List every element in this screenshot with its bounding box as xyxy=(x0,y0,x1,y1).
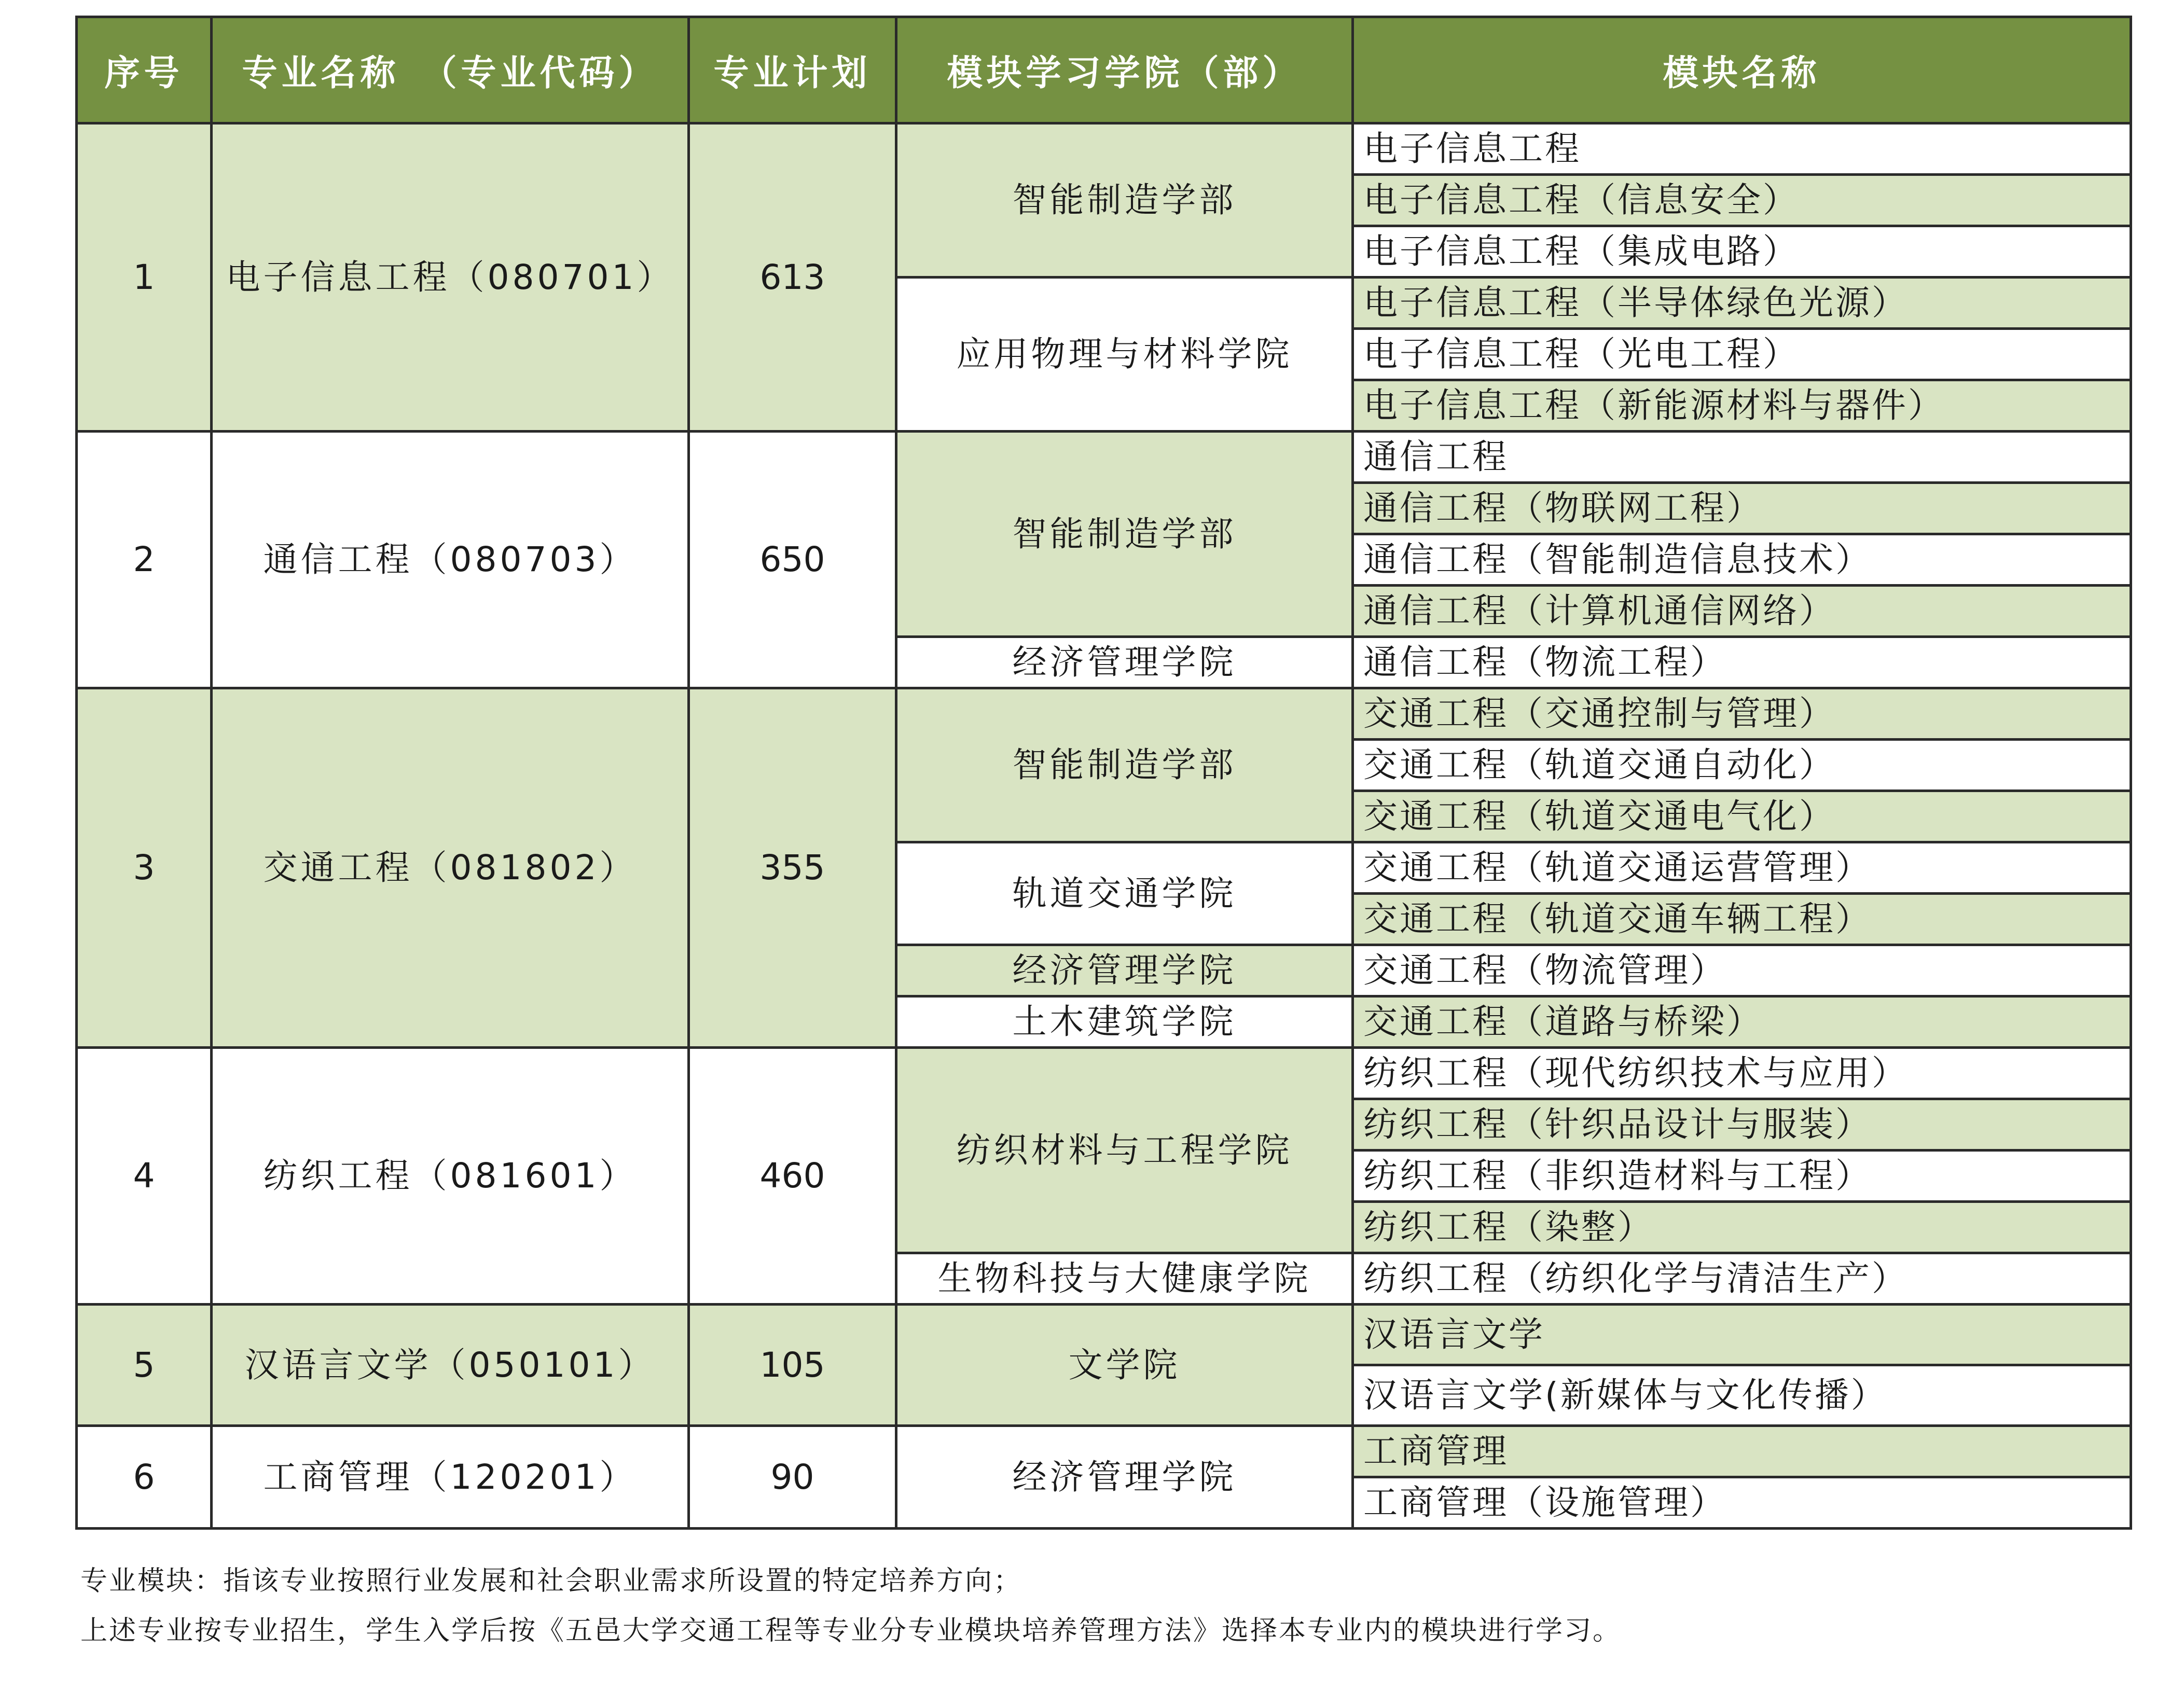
module-name: 汉语言文学(新媒体与文化传播） xyxy=(1353,1365,2131,1426)
header-college: 模块学习学院（部） xyxy=(896,17,1353,123)
major-name: 电子信息工程（080701） xyxy=(212,123,689,432)
module-name: 交通工程（轨道交通电气化） xyxy=(1353,791,2131,842)
major-module-table-container xyxy=(75,16,2130,1530)
table-row xyxy=(77,432,2131,483)
module-college: 文学院 xyxy=(896,1305,1353,1426)
module-name: 工商管理 xyxy=(1353,1426,2131,1477)
table-header-row xyxy=(77,17,2131,123)
table-row xyxy=(77,123,2131,175)
module-college: 经济管理学院 xyxy=(896,1426,1353,1529)
module-name: 纺织工程（染整） xyxy=(1353,1202,2131,1253)
major-plan: 650 xyxy=(689,432,896,688)
module-college: 纺织材料与工程学院 xyxy=(896,1048,1353,1253)
major-name: 汉语言文学（050101） xyxy=(212,1305,689,1426)
major-no: 3 xyxy=(77,688,212,1048)
module-college: 智能制造学部 xyxy=(896,432,1353,637)
header-plan: 专业计划 xyxy=(689,17,896,123)
module-college: 土木建筑学院 xyxy=(896,996,1353,1048)
major-plan: 613 xyxy=(689,123,896,432)
header-module-name: 模块名称 xyxy=(1353,17,2131,123)
module-college: 经济管理学院 xyxy=(896,945,1353,996)
module-name: 电子信息工程（半导体绿色光源） xyxy=(1353,278,2131,329)
major-name: 纺织工程（081601） xyxy=(212,1048,689,1305)
major-plan: 90 xyxy=(689,1426,896,1529)
major-no: 1 xyxy=(77,123,212,432)
major-module-table xyxy=(75,16,2132,1530)
major-name: 通信工程（080703） xyxy=(212,432,689,688)
module-name: 电子信息工程（信息安全） xyxy=(1353,175,2131,226)
module-name: 通信工程（智能制造信息技术） xyxy=(1353,534,2131,586)
module-name: 交通工程（道路与桥梁） xyxy=(1353,996,2131,1048)
module-name: 交通工程（轨道交通自动化） xyxy=(1353,740,2131,791)
major-no: 4 xyxy=(77,1048,212,1305)
module-college: 智能制造学部 xyxy=(896,123,1353,278)
table-row xyxy=(77,1426,2131,1477)
major-name: 工商管理（120201） xyxy=(212,1426,689,1529)
module-name: 电子信息工程（新能源材料与器件） xyxy=(1353,380,2131,432)
module-college: 智能制造学部 xyxy=(896,688,1353,842)
header-major-name: 专业名称 （专业代码） xyxy=(212,17,689,123)
footnote-enrollment-rule: 上述专业按专业招生，学生入学后按《五邑大学交通工程等专业分专业模块培养管理方法》选择本专业内的模块进行学习。 xyxy=(80,1615,1622,1646)
table-row xyxy=(77,1048,2131,1099)
major-plan: 460 xyxy=(689,1048,896,1305)
module-name: 工商管理（设施管理） xyxy=(1353,1477,2131,1529)
module-name: 通信工程（物联网工程） xyxy=(1353,483,2131,534)
module-name: 电子信息工程（集成电路） xyxy=(1353,226,2131,278)
module-college: 经济管理学院 xyxy=(896,637,1353,688)
module-name: 纺织工程（现代纺织技术与应用） xyxy=(1353,1048,2131,1099)
module-college: 应用物理与材料学院 xyxy=(896,278,1353,432)
module-name: 通信工程（物流工程） xyxy=(1353,637,2131,688)
module-name: 电子信息工程（光电工程） xyxy=(1353,329,2131,380)
footnote-module-definition: 专业模块：指该专业按照行业发展和社会职业需求所设置的特定培养方向； xyxy=(80,1566,1022,1597)
module-name: 交通工程（轨道交通车辆工程） xyxy=(1353,894,2131,945)
major-plan: 105 xyxy=(689,1305,896,1426)
module-name: 通信工程 xyxy=(1353,432,2131,483)
major-no: 5 xyxy=(77,1305,212,1426)
major-name: 交通工程（081802） xyxy=(212,688,689,1048)
module-name: 汉语言文学 xyxy=(1353,1305,2131,1365)
table-row xyxy=(77,1305,2131,1365)
module-name: 纺织工程（针织品设计与服装） xyxy=(1353,1099,2131,1151)
module-name: 交通工程（交通控制与管理） xyxy=(1353,688,2131,740)
module-name: 纺织工程（非织造材料与工程） xyxy=(1353,1151,2131,1202)
module-name: 交通工程（物流管理） xyxy=(1353,945,2131,996)
major-plan: 355 xyxy=(689,688,896,1048)
footnotes xyxy=(80,1556,1621,1656)
module-name: 交通工程（轨道交通运营管理） xyxy=(1353,842,2131,894)
module-college: 生物科技与大健康学院 xyxy=(896,1253,1353,1305)
major-no: 2 xyxy=(77,432,212,688)
major-no: 6 xyxy=(77,1426,212,1529)
table-row xyxy=(77,688,2131,740)
module-name: 电子信息工程 xyxy=(1353,123,2131,175)
header-no: 序号 xyxy=(77,17,212,123)
module-name: 纺织工程（纺织化学与清洁生产） xyxy=(1353,1253,2131,1305)
module-name: 通信工程（计算机通信网络） xyxy=(1353,586,2131,637)
module-college: 轨道交通学院 xyxy=(896,842,1353,945)
